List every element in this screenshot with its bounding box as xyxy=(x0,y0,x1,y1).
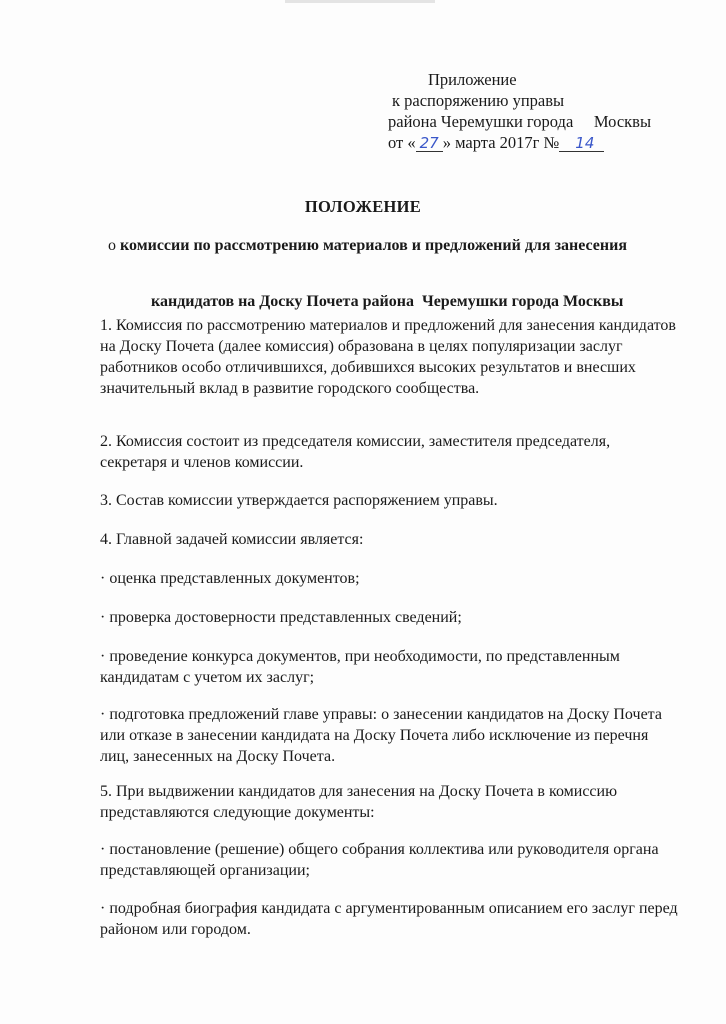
handwritten-day: 27 xyxy=(416,135,443,152)
subtitle-text-2: кандидатов на Доску Почета района Черемушки города Москвы xyxy=(151,293,624,310)
document-title: ПОЛОЖЕНИЕ xyxy=(304,197,422,216)
paragraph-1: 1. Комиссия по рассмотрению материалов и предложений для занесения кандидатов на Доску Почета (далее комиссия) образована в целях популяризации заслуг работников особо отличившихся, добившихся высоких результатов и внесших значительный вклад в развитие городского сообщества. xyxy=(100,317,676,397)
header-line-date xyxy=(388,133,604,153)
handwritten-number: 14 xyxy=(559,135,604,152)
paragraph-4: 4. Главной задачей комиссии является: xyxy=(100,531,364,548)
paragraph-2: 2. Комиссия состоит из председателя комиссии, заместителя председателя, секретаря и членов комиссии. xyxy=(100,433,611,471)
bullet-item: · подготовка предложений главе управы: о занесении кандидатов на Доску Почета или отказе в занесении кандидата на Доску Почета либо исключение из перечня лиц, занесенных на Доску Почета. xyxy=(100,706,662,765)
paragraph-3: 3. Состав комиссии утверждается распоряжением управы. xyxy=(100,492,498,509)
bullet-item: · проведение конкурса документов, при необходимости, по представленным кандидатам с учетом их заслуг; xyxy=(100,648,620,686)
bullet-item: · подробная биография кандидата с аргументированным описанием его заслуг перед районом или городом. xyxy=(100,900,678,938)
bullet-item: · оценка представленных документов; xyxy=(100,570,360,587)
paragraph-5: 5. При выдвижении кандидатов для занесения на Доску Почета в комиссию представляются следующие документы: xyxy=(100,783,618,821)
header-line-appendix: Приложение xyxy=(428,70,517,89)
header-line-order: к распоряжению управы xyxy=(392,91,565,110)
bullet-item: · постановление (решение) общего собрания коллектива или руководителя органа представляющей организации; xyxy=(100,841,659,879)
scan-artifact xyxy=(285,0,435,3)
header-line-district: района Черемушки города Москвы xyxy=(388,112,652,131)
date-middle: » марта 2017г № xyxy=(442,133,560,152)
subtitle-prefix: о xyxy=(108,237,120,254)
bullet-item: · проверка достоверности представленных сведений; xyxy=(100,609,462,626)
subtitle-line-1 xyxy=(108,237,627,255)
date-prefix: от « xyxy=(388,133,416,152)
subtitle-text-1: комиссии по рассмотрению материалов и предложений для занесения xyxy=(120,237,627,254)
